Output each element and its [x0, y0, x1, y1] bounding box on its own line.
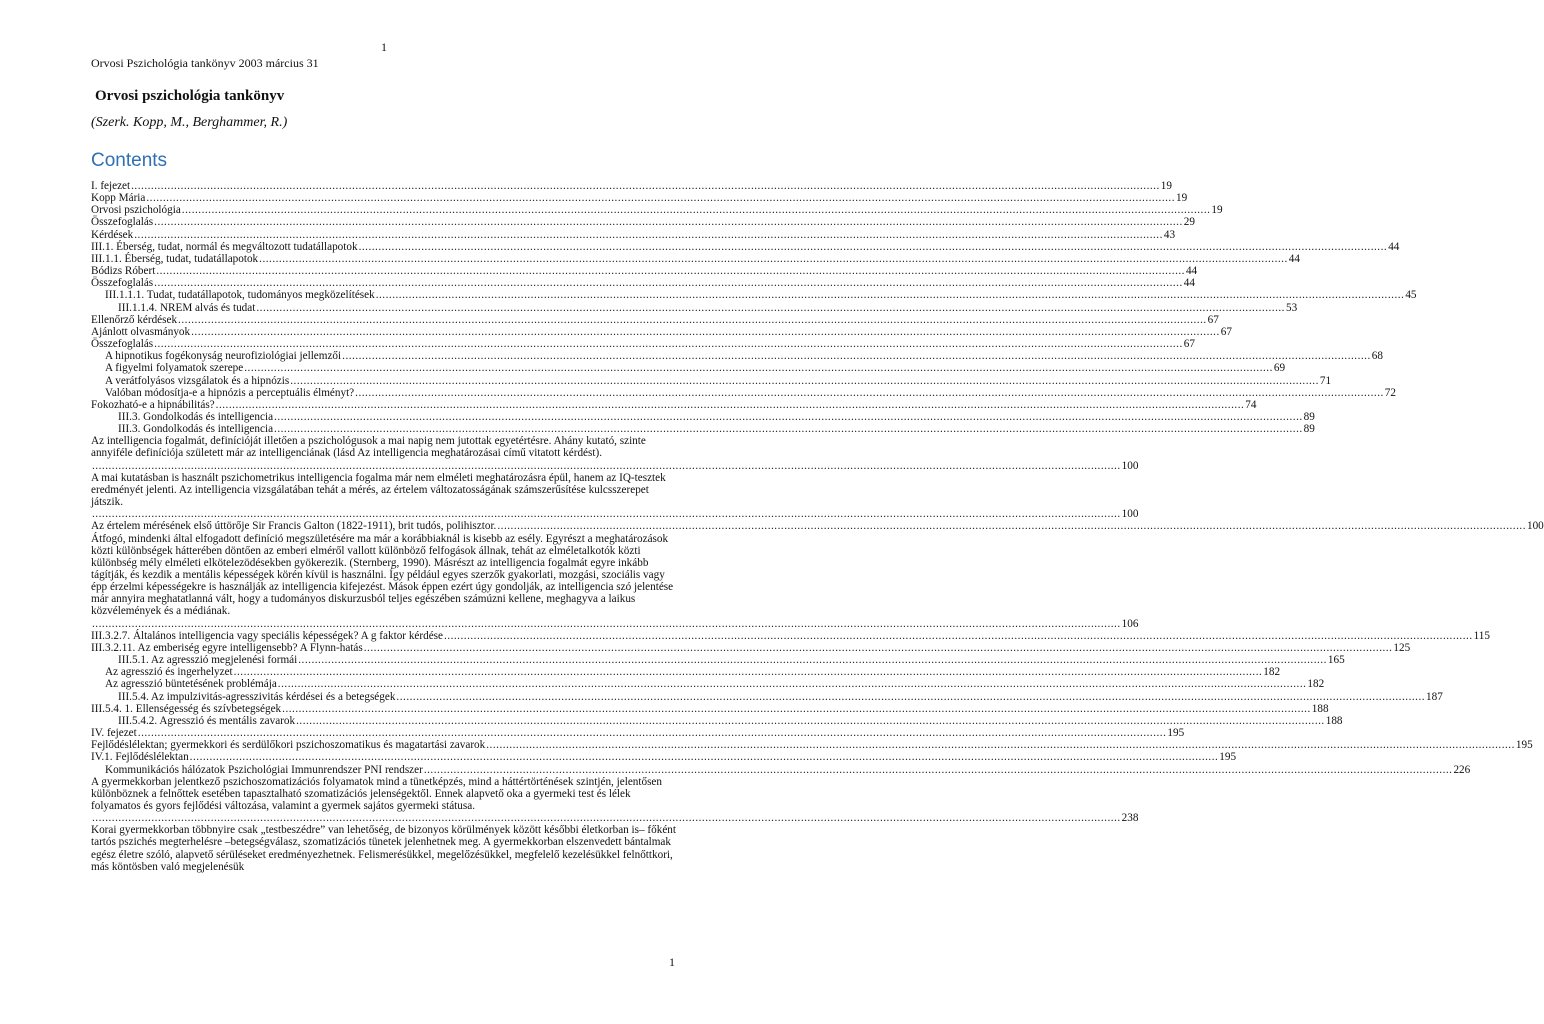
- toc-page-number: 195: [1167, 727, 1185, 740]
- toc-page-number: 182: [1307, 678, 1325, 691]
- toc-page-number: 89: [1303, 423, 1315, 436]
- toc-entry-text: Az intelligencia fogalmát, definícióját illetően a pszichológusok a mai napig nem jutottak egyetértésre. Ahány kutató, szinte annyiféle definíciója született már az intelligenciának (lásd Az intelligencia meghatározásai című vitatott kérdést).: [91, 435, 646, 460]
- toc-entry[interactable]: [91, 325, 1232, 338]
- toc-entry-text: III.5.1. Az agresszió megjelenési formái: [118, 654, 298, 667]
- toc-entry-text: Ajánlott olvasmányok: [91, 325, 191, 338]
- toc-leader: [134, 229, 1163, 241]
- toc-page-number: 19: [1211, 204, 1223, 217]
- toc-leader: [244, 362, 1273, 374]
- toc-page-number: 187: [1426, 690, 1443, 703]
- toc-entry-text: Az agresszió és ingerhelyzet: [105, 666, 233, 679]
- toc-leader: [274, 423, 1303, 435]
- toc-entry-text: Kopp Mária: [91, 192, 146, 205]
- toc-page-number: 67: [1207, 313, 1219, 326]
- toc-entry[interactable]: [91, 423, 1315, 436]
- toc-entry-text: III.1.1. Éberség, tudat, tudatállapotok: [91, 252, 259, 265]
- toc-leader: [444, 630, 1473, 642]
- toc-page-number: 74: [1245, 398, 1257, 411]
- toc-entry-text: Átfogó, mindenki által elfogadott definíció megszületésére ma már a korábbiaknál is kisebb az esély. Egyrészt a meghatározások közti különbségek hátterében döntően az emberi elméről vallott különböző felfogások állnak, tehát az elméletalkotók közti különbség mély elméleti elkötelezödésekben gyökerezik. (Sternberg, 1990). Másrészt az intelligencia fogalmát egyre inkább tágítják, és kezdik a mentális képességek körén kívül is használni. Így például egyes szerzők gyakorlati, mozgási, szociális vagy épp érzelmi képességekre is használják az intelligencia kifejezést. Mások éppen ezért úgy gondolják, az intelligencia szó jelentése már annyira meghatatlanná vált, hogy a tudományos diskurzusból teljes egészében számúzni kellene, meghagyva a laikus közvélemények és a médiának.: [91, 532, 674, 618]
- toc-entry[interactable]: [91, 289, 1417, 302]
- toc-page-number: 29: [1183, 216, 1195, 229]
- toc-entry[interactable]: [91, 629, 1490, 642]
- toc-entry-text: III.5.4. Az impulzivitás-agresszivitás kérdései és a betegségek: [118, 690, 396, 703]
- toc-entry-text: A figyelmi folyamatok szerepe: [105, 362, 244, 375]
- document-subtitle: (Szerk. Kopp, M., Berghammer, R.): [91, 115, 288, 130]
- toc-entry-text: III.3. Gondolkodás és intelligencia: [118, 423, 274, 436]
- toc-page-number: 100: [1526, 520, 1544, 533]
- toc-entry[interactable]: [91, 374, 1332, 387]
- toc-page-number: 188: [1311, 702, 1329, 715]
- toc-page-number: 44: [1183, 277, 1195, 290]
- toc-entry[interactable]: [91, 338, 1195, 351]
- toc-entry[interactable]: [91, 666, 1281, 679]
- toc-entry-text: III.1.1.1. Tudat, tudatállapotok, tudományos megközelítések: [105, 289, 375, 302]
- toc-leader: [234, 666, 1263, 678]
- toc-entry[interactable]: [91, 277, 1195, 290]
- toc-page-number: 115: [1473, 629, 1490, 642]
- toc-entry[interactable]: [91, 204, 1223, 217]
- toc-page-number: 45: [1405, 289, 1417, 302]
- toc-page-number: 67: [1220, 325, 1232, 338]
- toc-page-number: 89: [1303, 410, 1315, 423]
- toc-entry-text: Összefoglalás: [91, 216, 154, 229]
- document-title: Orvosi pszichológia tankönyv: [95, 88, 285, 104]
- page-number-bottom: 1: [669, 955, 675, 969]
- toc-leader: [190, 751, 1219, 763]
- toc-leader: [92, 812, 1121, 824]
- toc-page-number: 195: [1515, 739, 1533, 752]
- toc-page-number: 44: [1288, 252, 1300, 265]
- toc-entry-text: Az agresszió büntetésének problémája: [105, 678, 277, 691]
- toc-leader: [154, 277, 1183, 289]
- toc-entry-text: Kommunikációs hálózatok Pszichológiai Immunrendszer PNI rendszer: [105, 763, 423, 776]
- toc-entry-text: Valóban módosítja-e a hipnózis a perceptuális élményt?: [105, 386, 355, 399]
- toc-page-number: 195: [1219, 751, 1237, 764]
- toc-entry-text: I. fejezet: [91, 180, 131, 192]
- toc-entry-text: Korai gyermekkorban többnyire csak „testbeszédre” van lehetőség, de bizonyos körülmények között későbbi életkorban is– főként tartós pszichés megterhelésre –betegségválasz, szomatizációs tünetek jelenhetnek meg. A gyermekkorban elszenvedett bántalmak egész életre szóló, alapvető sérüléseket eredményezhetnek. Felismerésükkel, megelőzésükkel, megfelelő kezelésükkel felnőttkori, más köntösben való megjelenésük: [91, 824, 676, 873]
- toc-entry-text: Kérdések: [91, 228, 134, 241]
- toc-entry[interactable]: [91, 386, 1396, 399]
- toc-entry-text: III.5.4. 1. Ellenségesség és szívbetegségek: [91, 702, 282, 715]
- toc-heading: Contents: [91, 150, 168, 171]
- toc-entry-text: III.3.2.11. Az emberiség egyre intelligensebb? A Flynn-hatás: [91, 641, 363, 654]
- toc-page-number: 19: [1176, 192, 1188, 205]
- toc-entry[interactable]: [91, 727, 1185, 740]
- toc-entry[interactable]: [91, 192, 1188, 205]
- toc-page-number: 165: [1327, 654, 1345, 667]
- toc-entry[interactable]: [91, 180, 1172, 192]
- toc-leader: [364, 642, 1393, 654]
- toc-entry[interactable]: [91, 690, 1443, 703]
- toc-entry[interactable]: [91, 265, 1198, 278]
- toc-entry-text: A gyermekkorban jelentkező pszichoszomatizációs folyamatok mind a tünetképzés, mind a háttértörténések szintjén, jelentősen különböznek a felnőttek esetében tapasztalható szomatizációs jelenségektől. Ennek alapvető oka a gyermeki test és lélek folyamatos és gyors fejlődési változása, valamint a gyermek sajátos gyermeki státusa.: [91, 775, 662, 812]
- toc-entry-text: III.3. Gondolkodás és intelligencia: [118, 410, 274, 423]
- toc-page-number: 72: [1384, 386, 1396, 399]
- toc-entry[interactable]: [91, 410, 1315, 423]
- toc-leader: [131, 180, 1160, 192]
- toc-page-number: 100: [1121, 459, 1139, 472]
- toc-leader: [497, 520, 1526, 532]
- toc-entry[interactable]: [91, 763, 1471, 776]
- toc-leader: [376, 289, 1405, 301]
- toc-entry[interactable]: [91, 824, 679, 873]
- toc-page-number: 69: [1273, 362, 1286, 375]
- toc-page-number: 67: [1183, 338, 1195, 351]
- toc-leader: [274, 411, 1303, 423]
- toc-entry[interactable]: [91, 654, 1345, 667]
- toc-page-number: 188: [1325, 714, 1343, 727]
- toc-entry-text: Fokozható-e a hipnábilitás?: [91, 398, 215, 411]
- toc-leader: [424, 764, 1453, 776]
- toc-leader: [216, 399, 1245, 411]
- toc-entry-text: A hipnotikus fogékonyság neurofiziológiai jellemzői: [105, 350, 342, 363]
- toc-page-number: 44: [1185, 265, 1198, 278]
- toc-entry-text: IV. fejezet: [91, 727, 137, 740]
- toc-entry[interactable]: [91, 398, 1257, 411]
- toc-leader: [298, 654, 1327, 666]
- toc-leader: [92, 508, 1121, 520]
- toc-entry[interactable]: [91, 252, 1300, 265]
- toc-leader: [296, 715, 1325, 727]
- toc-page-number: 106: [1121, 617, 1139, 630]
- toc-entry[interactable]: [91, 350, 1383, 363]
- toc-entry-text: III.1. Éberség, tudat, normál és megváltozott tudatállapotok: [91, 240, 358, 253]
- toc-page-number: 43: [1163, 228, 1176, 241]
- page-number-top: 1: [381, 40, 387, 54]
- toc-entry-text: Az értelem mérésének első úttörője Sir Francis Galton (1822-1911), brit tudós, polihisztor.: [91, 520, 497, 533]
- toc-leader: [486, 739, 1515, 751]
- toc-page-number: 68: [1371, 350, 1383, 363]
- toc-leader: [342, 350, 1371, 362]
- toc-leader: [191, 326, 1220, 338]
- toc-entry-text: A verátfolyásos vizsgálatok és a hipnózis: [105, 374, 290, 387]
- toc-entry-text: Bódizs Róbert: [91, 265, 156, 278]
- toc-leader: [290, 375, 1319, 387]
- toc-entry[interactable]: [91, 751, 1237, 764]
- toc-entry-text: III.5.4.2. Agresszió és mentális zavarok: [118, 714, 296, 727]
- toc-entry[interactable]: [91, 678, 1325, 691]
- table-of-contents: [91, 180, 1544, 873]
- toc-page-number: 53: [1285, 301, 1298, 314]
- toc-entry-text: Ellenőrző kérdések: [91, 313, 178, 326]
- toc-page-number: 182: [1263, 666, 1281, 679]
- toc-entry[interactable]: [91, 228, 1176, 241]
- toc-page-number: 226: [1453, 763, 1471, 776]
- toc-leader: [396, 691, 1425, 703]
- toc-leader: [138, 727, 1167, 739]
- toc-page-number: 125: [1393, 641, 1411, 654]
- toc-entry[interactable]: [91, 520, 1544, 533]
- toc-entry-text: A mai kutatásban is használt pszichometrikus intelligencia fogalma már nem elméleti meghatározásra épül, hanem az IQ-tesztek eredményét jelenti. Az intelligencia vizsgálatában tehát a mérés, az értelem változatosságának számszerűsítése kulcsszerepet játszik.: [91, 471, 666, 509]
- toc-page-number: 19: [1160, 180, 1172, 192]
- toc-entry-text: Fejlődéslélektan; gyermekkori és serdülőkori pszichoszomatikus és magatartási zavarok: [91, 739, 486, 752]
- toc-leader: [146, 192, 1175, 204]
- toc-entry[interactable]: [91, 471, 1139, 521]
- toc-leader: [259, 253, 1288, 265]
- toc-entry[interactable]: [91, 714, 1343, 727]
- toc-entry-text: IV.1. Fejlődéslélektan: [91, 751, 189, 764]
- toc-entry-text: Összefoglalás: [91, 277, 154, 290]
- toc-leader: [154, 338, 1183, 350]
- toc-entry[interactable]: [91, 739, 1533, 752]
- toc-entry[interactable]: [91, 435, 1139, 472]
- toc-entry[interactable]: [91, 641, 1411, 654]
- running-header: Orvosi Pszichológia tankönyv 2003 március 31: [91, 56, 319, 70]
- toc-entry[interactable]: [91, 301, 1298, 314]
- toc-leader: [156, 265, 1185, 277]
- toc-entry[interactable]: [91, 775, 1139, 825]
- toc-page-number: 238: [1121, 812, 1139, 825]
- toc-leader: [92, 460, 1121, 472]
- toc-page-number: 100: [1121, 508, 1139, 521]
- toc-leader: [154, 216, 1183, 228]
- toc-leader: [355, 387, 1384, 399]
- toc-entry[interactable]: [91, 216, 1195, 229]
- toc-entry[interactable]: [91, 532, 1139, 630]
- toc-entry[interactable]: [91, 362, 1286, 375]
- toc-leader: [282, 703, 1311, 715]
- toc-leader: [359, 241, 1388, 253]
- toc-leader: [278, 678, 1307, 690]
- toc-entry-text: III.1.1.4. NREM alvás és tudat: [118, 301, 256, 314]
- toc-entry-text: Orvosi pszichológia: [91, 204, 181, 217]
- toc-page-number: 44: [1388, 240, 1400, 253]
- toc-entry[interactable]: [91, 240, 1400, 253]
- toc-leader: [182, 204, 1211, 216]
- toc-entry[interactable]: [91, 702, 1329, 715]
- toc-entry-text: Összefoglalás: [91, 338, 154, 351]
- toc-leader: [92, 618, 1121, 630]
- toc-entry-text: III.3.2.7. Általános intelligencia vagy speciális képességek? A g faktor kérdése: [91, 629, 443, 642]
- toc-leader: [256, 302, 1285, 314]
- toc-entry[interactable]: [91, 313, 1219, 326]
- toc-page-number: 71: [1319, 374, 1332, 387]
- toc-leader: [178, 314, 1207, 326]
